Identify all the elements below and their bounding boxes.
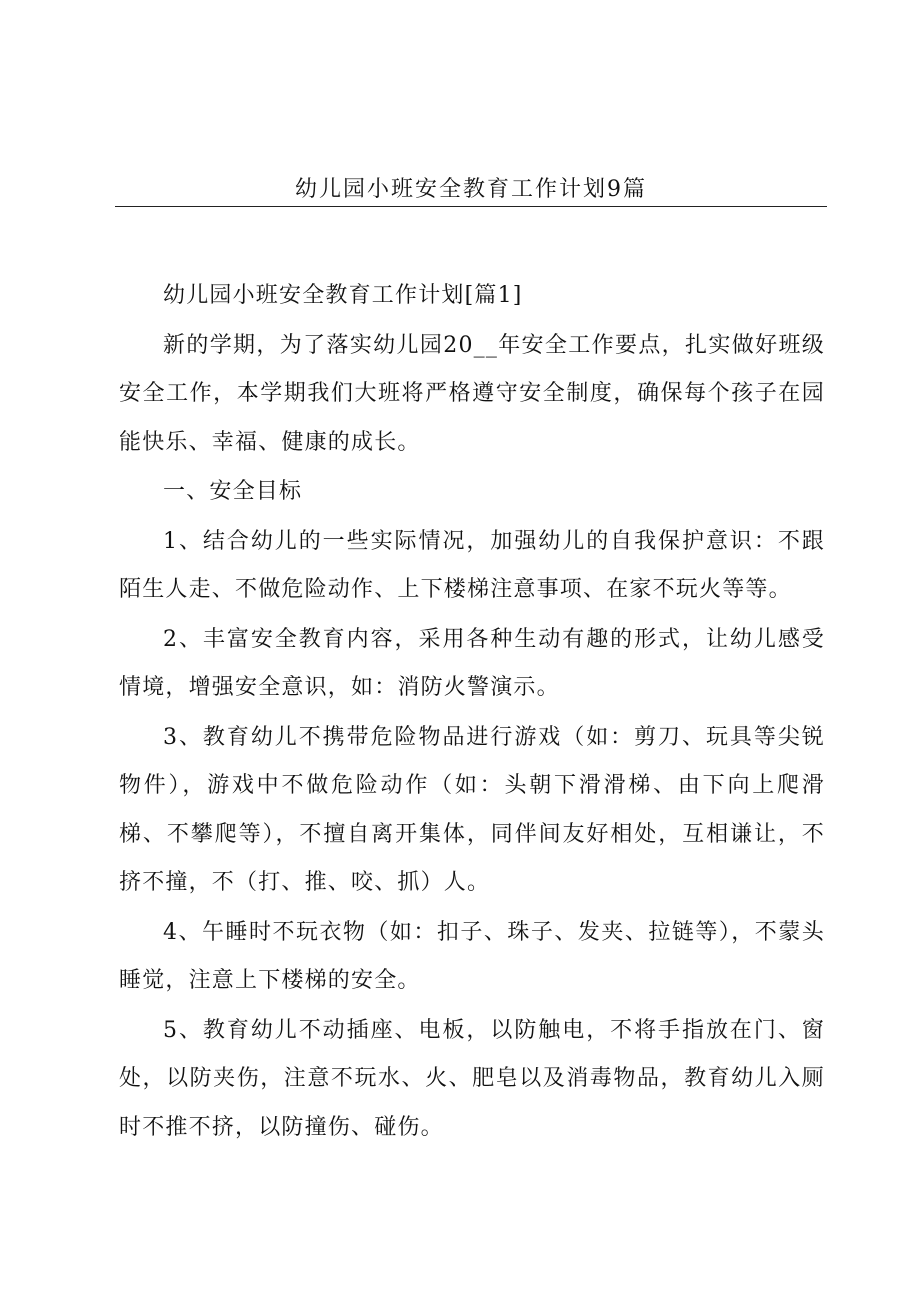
- list-item: 3、教育幼儿不携带危险物品进行游戏（如：剪刀、玩具等尖锐物件），游戏中不做危险动作（如：头朝下滑滑梯、由下向上爬滑梯、不攀爬等），不擅自离开集体，同伴间友好相处，互相谦让，不挤不撞，不（打、推、咬、抓）人。: [119, 724, 825, 895]
- list-item: 4、午睡时不玩衣物（如：扣子、珠子、发夹、拉链等），不蒙头睡觉，注意上下楼梯的安全。: [119, 919, 825, 993]
- list-item: 2、丰富安全教育内容，采用各种生动有趣的形式，让幼儿感受情境，增强安全意识，如：消防火警演示。: [119, 626, 825, 700]
- list-item: 1、结合幼儿的一些实际情况，加强幼儿的自我保护意识：不跟陌生人走、不做危险动作、上下楼梯注意事项、在家不玩火等等。: [119, 528, 825, 602]
- heading-safety-goals: 一、安全目标: [163, 479, 303, 504]
- document-title: 幼儿园小班安全教育工作计划9篇: [295, 177, 647, 202]
- intro-paragraph: 新的学期，为了落实幼儿园20__年安全工作要点，扎实做好班级安全工作，本学期我们大班将严格遵守安全制度，确保每个孩子在园能快乐、幸福、健康的成长。: [119, 332, 825, 455]
- section-title: 幼儿园小班安全教育工作计划[篇1]: [163, 283, 523, 308]
- document-body: [119, 272, 825, 1152]
- list-item: 5、教育幼儿不动插座、电板，以防触电，不将手指放在门、窗处，以防夹伤，注意不玩水、火、肥皂以及消毒物品，教育幼儿入厕时不推不挤，以防撞伤、碰伤。: [119, 1017, 825, 1140]
- header-divider: [115, 206, 827, 207]
